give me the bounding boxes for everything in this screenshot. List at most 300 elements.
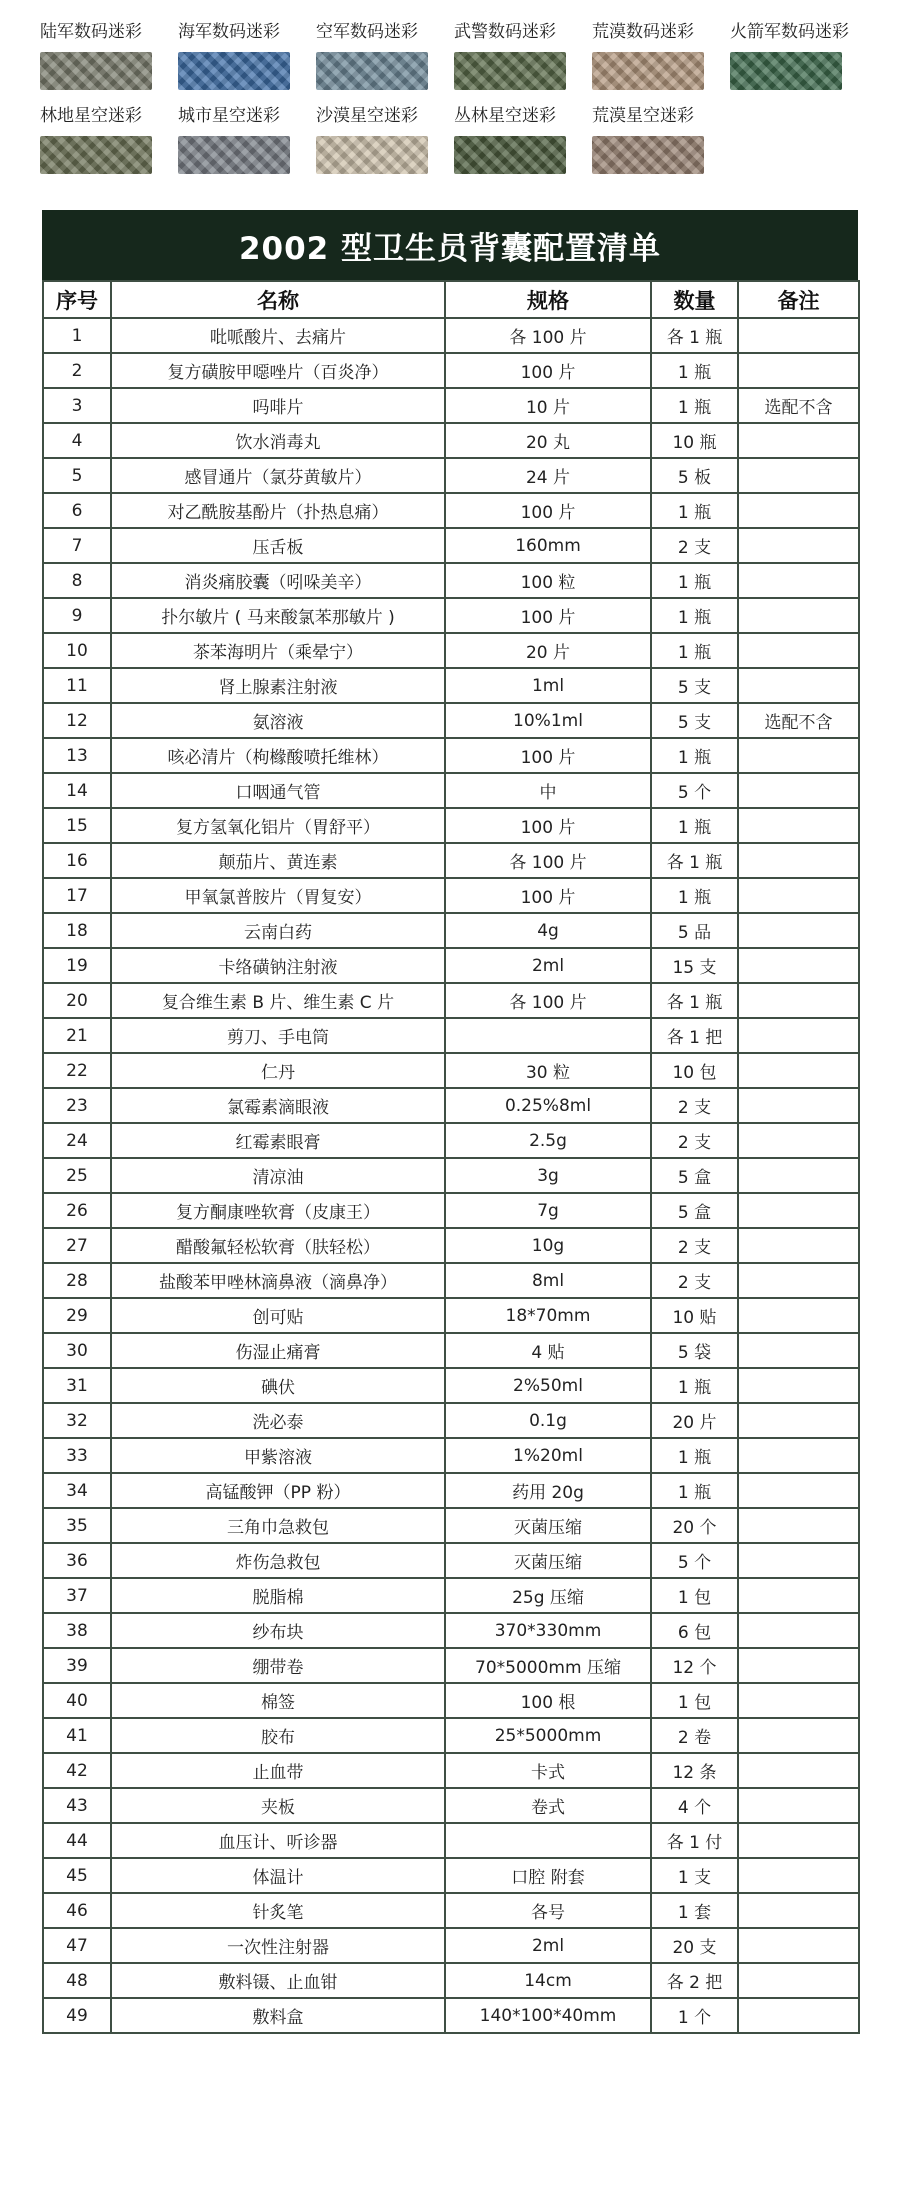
item-quantity: 1 瓶: [651, 563, 738, 598]
item-remark: [738, 1648, 859, 1683]
item-remark: [738, 913, 859, 948]
table-row: [43, 598, 859, 633]
item-name: 炸伤急救包: [111, 1543, 445, 1578]
table-row: [43, 808, 859, 843]
item-name: 吗啡片: [111, 388, 445, 423]
camouflage-pattern-image: [178, 52, 290, 90]
row-index: 30: [43, 1333, 111, 1368]
camouflage-swatch: [454, 104, 566, 174]
item-name: 伤湿止痛膏: [111, 1333, 445, 1368]
item-remark: [738, 1158, 859, 1193]
table-row: [43, 1473, 859, 1508]
table-row: [43, 458, 859, 493]
row-index: 6: [43, 493, 111, 528]
item-spec: 0.25%8ml: [445, 1088, 651, 1123]
item-name: 氨溶液: [111, 703, 445, 738]
row-index: 47: [43, 1928, 111, 1963]
item-remark: [738, 1193, 859, 1228]
item-name: 绷带卷: [111, 1648, 445, 1683]
item-name: 一次性注射器: [111, 1928, 445, 1963]
item-name: 敷料镊、止血钳: [111, 1963, 445, 1998]
item-name: 压舌板: [111, 528, 445, 563]
item-spec: 100 片: [445, 493, 651, 528]
row-index: 8: [43, 563, 111, 598]
item-quantity: 15 支: [651, 948, 738, 983]
item-spec: [445, 1823, 651, 1858]
table-row: [43, 1298, 859, 1333]
item-quantity: 5 个: [651, 773, 738, 808]
row-index: 34: [43, 1473, 111, 1508]
item-quantity: 10 瓶: [651, 423, 738, 458]
row-index: 23: [43, 1088, 111, 1123]
item-quantity: 10 包: [651, 1053, 738, 1088]
swatch-label: 丛林星空迷彩: [454, 106, 556, 126]
item-remark: [738, 1858, 859, 1893]
item-name: 肾上腺素注射液: [111, 668, 445, 703]
item-spec: 2ml: [445, 948, 651, 983]
item-spec: 20 片: [445, 633, 651, 668]
item-remark: [738, 1578, 859, 1613]
table-row: [43, 423, 859, 458]
kit-configuration-table: [42, 210, 858, 2034]
camouflage-pattern-image: [178, 136, 290, 174]
item-quantity: 1 支: [651, 1858, 738, 1893]
row-index: 7: [43, 528, 111, 563]
item-spec: 2ml: [445, 1928, 651, 1963]
item-name: 茶苯海明片（乘晕宁）: [111, 633, 445, 668]
item-name: 扑尔敏片 ( 马来酸氯苯那敏片 ): [111, 598, 445, 633]
swatch-label: 空军数码迷彩: [316, 22, 418, 42]
table-body: [43, 318, 859, 2033]
item-spec: 160mm: [445, 528, 651, 563]
item-remark: [738, 1123, 859, 1158]
item-name: 吡哌酸片、去痛片: [111, 318, 445, 353]
column-header: 备注: [738, 281, 859, 318]
item-remark: [738, 353, 859, 388]
item-quantity: 各 1 瓶: [651, 843, 738, 878]
table-row: [43, 1788, 859, 1823]
item-quantity: 5 盒: [651, 1158, 738, 1193]
item-name: 棉签: [111, 1683, 445, 1718]
item-quantity: 2 支: [651, 528, 738, 563]
row-index: 5: [43, 458, 111, 493]
column-header: 名称: [111, 281, 445, 318]
item-spec: 14cm: [445, 1963, 651, 1998]
table-row: [43, 388, 859, 423]
item-spec: 20 丸: [445, 423, 651, 458]
camouflage-swatch: [40, 104, 152, 174]
item-quantity: 1 瓶: [651, 1368, 738, 1403]
camouflage-pattern-image: [316, 52, 428, 90]
item-quantity: 5 品: [651, 913, 738, 948]
item-remark: [738, 1963, 859, 1998]
item-name: 剪刀、手电筒: [111, 1018, 445, 1053]
item-remark: [738, 1298, 859, 1333]
camouflage-pattern-image: [592, 136, 704, 174]
row-index: 36: [43, 1543, 111, 1578]
item-remark: [738, 1543, 859, 1578]
table-row: [43, 1683, 859, 1718]
table-row: [43, 1578, 859, 1613]
item-name: 敷料盒: [111, 1998, 445, 2033]
row-index: 18: [43, 913, 111, 948]
item-remark: [738, 1088, 859, 1123]
item-quantity: 1 瓶: [651, 353, 738, 388]
row-index: 28: [43, 1263, 111, 1298]
item-remark: [738, 423, 859, 458]
item-quantity: 12 条: [651, 1753, 738, 1788]
item-spec: 24 片: [445, 458, 651, 493]
item-spec: 1ml: [445, 668, 651, 703]
item-spec: 100 根: [445, 1683, 651, 1718]
item-spec: 100 片: [445, 598, 651, 633]
item-remark: [738, 1823, 859, 1858]
item-remark: [738, 1018, 859, 1053]
item-name: 饮水消毒丸: [111, 423, 445, 458]
item-remark: [738, 1683, 859, 1718]
column-header: 序号: [43, 281, 111, 318]
table-row: [43, 1053, 859, 1088]
item-quantity: 6 包: [651, 1613, 738, 1648]
table-row: [43, 1858, 859, 1893]
item-spec: 10%1ml: [445, 703, 651, 738]
item-quantity: 5 板: [651, 458, 738, 493]
item-spec: 各 100 片: [445, 983, 651, 1018]
item-spec: 100 片: [445, 738, 651, 773]
camouflage-pattern-image: [40, 136, 152, 174]
item-name: 三角巾急救包: [111, 1508, 445, 1543]
row-index: 29: [43, 1298, 111, 1333]
table-row: [43, 1998, 859, 2033]
item-remark: [738, 843, 859, 878]
item-remark: [738, 668, 859, 703]
item-spec: 370*330mm: [445, 1613, 651, 1648]
item-remark: [738, 1998, 859, 2033]
item-remark: [738, 1333, 859, 1368]
row-index: 37: [43, 1578, 111, 1613]
item-quantity: 1 瓶: [651, 598, 738, 633]
item-quantity: 各 1 瓶: [651, 983, 738, 1018]
item-quantity: 1 瓶: [651, 878, 738, 913]
row-index: 4: [43, 423, 111, 458]
item-quantity: 1 瓶: [651, 738, 738, 773]
table-row: [43, 528, 859, 563]
item-quantity: 2 支: [651, 1228, 738, 1263]
table-row: [43, 493, 859, 528]
table-row: [43, 1928, 859, 1963]
item-name: 胶布: [111, 1718, 445, 1753]
table-row: [43, 1823, 859, 1858]
item-remark: [738, 528, 859, 563]
item-spec: 各 100 片: [445, 843, 651, 878]
item-spec: 25g 压缩: [445, 1578, 651, 1613]
item-name: 复合维生素 B 片、维生素 C 片: [111, 983, 445, 1018]
row-index: 12: [43, 703, 111, 738]
item-remark: [738, 1228, 859, 1263]
item-remark: [738, 1263, 859, 1298]
item-spec: 中: [445, 773, 651, 808]
item-remark: [738, 738, 859, 773]
item-name: 甲氧氯普胺片（胃复安）: [111, 878, 445, 913]
item-name: 氯霉素滴眼液: [111, 1088, 445, 1123]
row-index: 48: [43, 1963, 111, 1998]
item-spec: 18*70mm: [445, 1298, 651, 1333]
item-spec: 各 100 片: [445, 318, 651, 353]
item-name: 醋酸氟轻松软膏（肤轻松）: [111, 1228, 445, 1263]
table-row: [43, 1018, 859, 1053]
item-remark: [738, 563, 859, 598]
item-name: 口咽通气管: [111, 773, 445, 808]
item-spec: 100 片: [445, 353, 651, 388]
item-spec: 10 片: [445, 388, 651, 423]
item-remark: [738, 1368, 859, 1403]
item-spec: 100 粒: [445, 563, 651, 598]
item-spec: 0.1g: [445, 1403, 651, 1438]
table-row: [43, 563, 859, 598]
row-index: 3: [43, 388, 111, 423]
table-row: [43, 1893, 859, 1928]
item-remark: [738, 1753, 859, 1788]
row-index: 2: [43, 353, 111, 388]
item-spec: 灭菌压缩: [445, 1508, 651, 1543]
item-name: 血压计、听诊器: [111, 1823, 445, 1858]
item-name: 云南白药: [111, 913, 445, 948]
swatch-label: 荒漠数码迷彩: [592, 22, 694, 42]
table-row: [43, 1228, 859, 1263]
row-index: 11: [43, 668, 111, 703]
item-spec: 100 片: [445, 808, 651, 843]
item-quantity: 1 套: [651, 1893, 738, 1928]
table-row: [43, 1438, 859, 1473]
camouflage-pattern-image: [730, 52, 842, 90]
item-spec: 灭菌压缩: [445, 1543, 651, 1578]
swatch-label: 城市星空迷彩: [178, 106, 280, 126]
item-remark: [738, 1508, 859, 1543]
item-quantity: 1 瓶: [651, 493, 738, 528]
item-spec: 药用 20g: [445, 1473, 651, 1508]
table-row: [43, 773, 859, 808]
row-index: 15: [43, 808, 111, 843]
camouflage-pattern-image: [592, 52, 704, 90]
item-spec: 2%50ml: [445, 1368, 651, 1403]
table-row: [43, 1718, 859, 1753]
row-index: 10: [43, 633, 111, 668]
item-remark: [738, 1893, 859, 1928]
item-name: 红霉素眼膏: [111, 1123, 445, 1158]
item-name: 脱脂棉: [111, 1578, 445, 1613]
row-index: 39: [43, 1648, 111, 1683]
item-remark: [738, 878, 859, 913]
row-index: 24: [43, 1123, 111, 1158]
swatch-label: 火箭军数码迷彩: [730, 22, 849, 42]
item-quantity: 各 1 把: [651, 1018, 738, 1053]
item-spec: 口腔 附套: [445, 1858, 651, 1893]
table-row: [43, 353, 859, 388]
table-row: [43, 1753, 859, 1788]
row-index: 16: [43, 843, 111, 878]
row-index: 9: [43, 598, 111, 633]
row-index: 25: [43, 1158, 111, 1193]
item-quantity: 1 瓶: [651, 388, 738, 423]
table-header-row: [43, 281, 859, 318]
table-row: [43, 1648, 859, 1683]
item-quantity: 20 支: [651, 1928, 738, 1963]
row-index: 41: [43, 1718, 111, 1753]
table-row: [43, 913, 859, 948]
item-name: 纱布块: [111, 1613, 445, 1648]
item-name: 仁丹: [111, 1053, 445, 1088]
item-remark: [738, 983, 859, 1018]
item-name: 高锰酸钾（PP 粉）: [111, 1473, 445, 1508]
item-remark: [738, 948, 859, 983]
table-title: 2002 型卫生员背囊配置清单: [42, 210, 858, 280]
row-index: 17: [43, 878, 111, 913]
row-index: 31: [43, 1368, 111, 1403]
table-row: [43, 703, 859, 738]
camouflage-swatch: [730, 20, 849, 90]
row-index: 45: [43, 1858, 111, 1893]
item-quantity: 各 1 付: [651, 1823, 738, 1858]
column-header: 规格: [445, 281, 651, 318]
item-remark: [738, 1788, 859, 1823]
item-name: 甲紫溶液: [111, 1438, 445, 1473]
item-name: 复方酮康唑软膏（皮康王）: [111, 1193, 445, 1228]
row-index: 42: [43, 1753, 111, 1788]
item-spec: 卡式: [445, 1753, 651, 1788]
item-quantity: 12 个: [651, 1648, 738, 1683]
item-remark: [738, 1438, 859, 1473]
item-name: 针炙笔: [111, 1893, 445, 1928]
camouflage-swatch: [40, 20, 152, 90]
table-row: [43, 948, 859, 983]
item-name: 复方磺胺甲噁唑片（百炎净）: [111, 353, 445, 388]
item-name: 洗必泰: [111, 1403, 445, 1438]
item-remark: [738, 633, 859, 668]
item-name: 清凉油: [111, 1158, 445, 1193]
swatch-label: 荒漠星空迷彩: [592, 106, 694, 126]
item-remark: [738, 493, 859, 528]
item-spec: [445, 1018, 651, 1053]
row-index: 49: [43, 1998, 111, 2033]
item-quantity: 1 瓶: [651, 1438, 738, 1473]
row-index: 35: [43, 1508, 111, 1543]
item-spec: 卷式: [445, 1788, 651, 1823]
camouflage-pattern-image: [454, 52, 566, 90]
item-spec: 25*5000mm: [445, 1718, 651, 1753]
item-spec: 100 片: [445, 878, 651, 913]
item-quantity: 2 卷: [651, 1718, 738, 1753]
item-quantity: 1 包: [651, 1683, 738, 1718]
row-index: 38: [43, 1613, 111, 1648]
item-remark: [738, 1473, 859, 1508]
row-index: 44: [43, 1823, 111, 1858]
item-remark: [738, 808, 859, 843]
row-index: 20: [43, 983, 111, 1018]
item-quantity: 5 支: [651, 703, 738, 738]
table-row: [43, 738, 859, 773]
swatch-label: 沙漠星空迷彩: [316, 106, 418, 126]
item-spec: 3g: [445, 1158, 651, 1193]
item-spec: 70*5000mm 压缩: [445, 1648, 651, 1683]
item-spec: 4 贴: [445, 1333, 651, 1368]
swatch-label: 海军数码迷彩: [178, 22, 280, 42]
row-index: 21: [43, 1018, 111, 1053]
row-index: 33: [43, 1438, 111, 1473]
swatch-label: 陆军数码迷彩: [40, 22, 142, 42]
table-row: [43, 983, 859, 1018]
item-remark: [738, 773, 859, 808]
item-remark: [738, 1928, 859, 1963]
row-index: 19: [43, 948, 111, 983]
camouflage-swatch: [316, 104, 428, 174]
table-row: [43, 1263, 859, 1298]
item-name: 咳必清片（枸橼酸喷托维林）: [111, 738, 445, 773]
table-row: [43, 1193, 859, 1228]
camouflage-pattern-image: [316, 136, 428, 174]
table-row: [43, 668, 859, 703]
swatch-label: 林地星空迷彩: [40, 106, 142, 126]
item-quantity: 4 个: [651, 1788, 738, 1823]
item-name: 消炎痛胶囊（吲哚美辛）: [111, 563, 445, 598]
camouflage-swatch: [454, 20, 566, 90]
table-row: [43, 1158, 859, 1193]
row-index: 14: [43, 773, 111, 808]
item-name: 夹板: [111, 1788, 445, 1823]
row-index: 32: [43, 1403, 111, 1438]
item-quantity: 5 支: [651, 668, 738, 703]
item-spec: 10g: [445, 1228, 651, 1263]
row-index: 22: [43, 1053, 111, 1088]
item-remark: [738, 1403, 859, 1438]
item-spec: 各号: [445, 1893, 651, 1928]
item-quantity: 1 瓶: [651, 633, 738, 668]
table-row: [43, 1123, 859, 1158]
item-name: 对乙酰胺基酚片（扑热息痛）: [111, 493, 445, 528]
item-name: 感冒通片（氯芬黄敏片）: [111, 458, 445, 493]
table-row: [43, 633, 859, 668]
table-row: [43, 318, 859, 353]
item-quantity: 2 支: [651, 1088, 738, 1123]
item-remark: [738, 1053, 859, 1088]
item-quantity: 5 盒: [651, 1193, 738, 1228]
item-name: 体温计: [111, 1858, 445, 1893]
item-quantity: 1 瓶: [651, 808, 738, 843]
row-index: 46: [43, 1893, 111, 1928]
item-name: 卡络磺钠注射液: [111, 948, 445, 983]
item-remark: 选配不含: [738, 703, 859, 738]
camouflage-pattern-image: [40, 52, 152, 90]
camouflage-swatch: [178, 20, 290, 90]
item-name: 碘伏: [111, 1368, 445, 1403]
item-spec: 2.5g: [445, 1123, 651, 1158]
item-remark: [738, 1718, 859, 1753]
table-row: [43, 1963, 859, 1998]
table-row: [43, 1088, 859, 1123]
table-row: [43, 843, 859, 878]
item-quantity: 1 个: [651, 1998, 738, 2033]
item-remark: [738, 1613, 859, 1648]
table-row: [43, 878, 859, 913]
item-remark: [738, 598, 859, 633]
camouflage-swatch: [592, 20, 704, 90]
item-name: 创可贴: [111, 1298, 445, 1333]
row-index: 40: [43, 1683, 111, 1718]
swatch-label: 武警数码迷彩: [454, 22, 556, 42]
item-quantity: 20 片: [651, 1403, 738, 1438]
item-quantity: 2 支: [651, 1263, 738, 1298]
item-spec: 8ml: [445, 1263, 651, 1298]
item-quantity: 1 瓶: [651, 1473, 738, 1508]
